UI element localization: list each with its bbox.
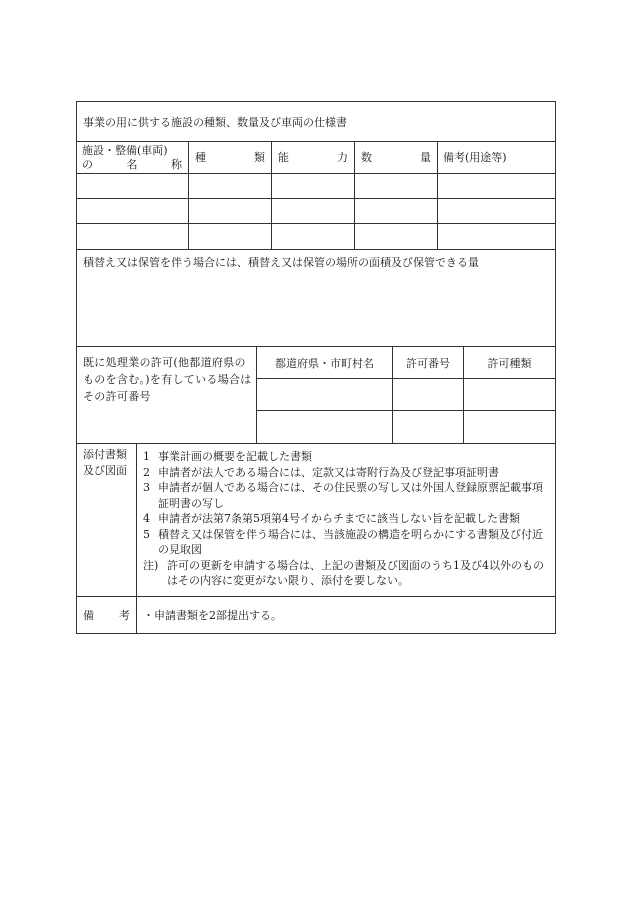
- permit-col-municipality: 都道府県・市町村名: [257, 347, 393, 379]
- facility-cell[interactable]: [77, 224, 189, 249]
- attachments-section: [77, 444, 555, 597]
- facility-cell[interactable]: [355, 199, 438, 224]
- form-title: [77, 102, 555, 142]
- permit-cell[interactable]: [464, 379, 555, 411]
- facility-cell[interactable]: [438, 224, 555, 249]
- attachment-item: 5 積替え又は保管を伴う場合には、当該施設の構造を明らかにする書類及び付近の見取図: [143, 527, 543, 556]
- header-capacity: 能 力: [272, 142, 355, 174]
- facility-cell[interactable]: [355, 174, 438, 199]
- permit-cell[interactable]: [257, 379, 393, 411]
- remarks-label: 備 考: [77, 597, 137, 633]
- facility-cell[interactable]: [77, 174, 189, 199]
- attachment-item: 2 申請者が法人である場合には、定款又は寄附行為及び登記事項証明書: [143, 465, 499, 479]
- facility-cell[interactable]: [355, 224, 438, 249]
- facility-cell[interactable]: [272, 199, 355, 224]
- facility-cell[interactable]: [438, 199, 555, 224]
- facility-cell[interactable]: [272, 174, 355, 199]
- facility-cell[interactable]: [189, 224, 272, 249]
- application-form: [76, 101, 556, 634]
- header-facility-name: 施設・整備(車両) の 名 称: [77, 142, 189, 174]
- permit-cell[interactable]: [257, 411, 393, 443]
- permit-cell[interactable]: [393, 411, 464, 443]
- attachments-list: [137, 444, 555, 596]
- existing-permit-label: 既に処理業の許可(他都道府県のものを含む。)を有している場合はその許可番号: [77, 347, 257, 443]
- facility-cell[interactable]: [438, 174, 555, 199]
- facility-cell[interactable]: [77, 199, 189, 224]
- storage-area-section[interactable]: [77, 250, 555, 347]
- attachment-note: 注) 許可の更新を申請する場合は、上記の書類及び図面のうち1及び4以外のものはその内容に変更がない限り、添付を要しない。: [143, 558, 544, 587]
- facility-cell[interactable]: [189, 174, 272, 199]
- header-type: 種 類: [189, 142, 272, 174]
- attachment-item: 3 申請者が個人である場合には、その住民票の写し又は外国人登録原票記載事項証明書の写し: [143, 481, 543, 510]
- header-remarks: 備考(用途等): [438, 142, 555, 174]
- facility-cell[interactable]: [189, 199, 272, 224]
- existing-permit-section: [77, 347, 555, 444]
- permit-cell[interactable]: [393, 379, 464, 411]
- storage-area-label: 積替え又は保管を伴う場合には、積替え又は保管の場所の面積及び保管できる量: [83, 256, 479, 269]
- remarks-section: [77, 597, 555, 633]
- header-quantity: 数 量: [355, 142, 438, 174]
- attachment-item: 4 申請者が法第7条第5項第4号イからチまでに該当しない旨を記載した書類: [143, 512, 520, 525]
- permit-col-number: 許可番号: [393, 347, 464, 379]
- permit-cell[interactable]: [464, 411, 555, 443]
- attachments-label: 添付書類及び図面: [77, 444, 137, 596]
- facility-table: [77, 142, 555, 250]
- permit-table: [257, 347, 555, 443]
- form-title-text: 事業の用に供する施設の種類、数量及び車両の仕様書: [83, 115, 347, 129]
- permit-col-type: 許可種類: [464, 347, 555, 379]
- facility-cell[interactable]: [272, 224, 355, 249]
- remarks-text: ・申請書類を2部提出する。: [143, 609, 282, 622]
- attachment-item: 1 事業計画の概要を記載した書類: [143, 450, 312, 463]
